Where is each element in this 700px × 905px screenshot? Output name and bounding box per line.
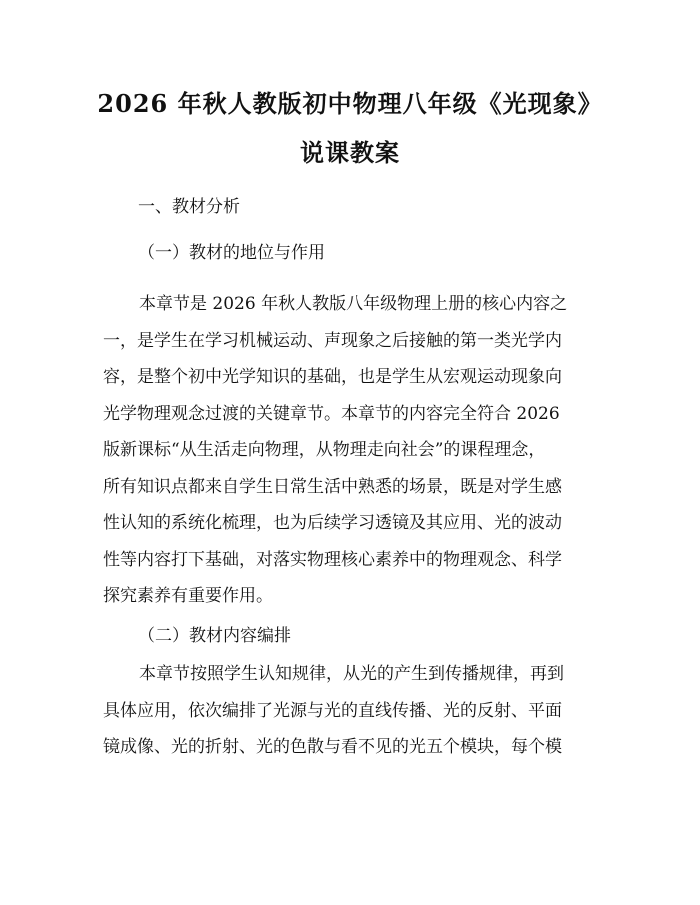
section-heading-textbook-analysis: 一、教材分析 (138, 197, 240, 217)
paragraph-status-and-role (103, 286, 599, 615)
document-title-line-1: 2026 年秋人教版初中物理八年级《光现象》 (97, 89, 603, 118)
paragraph-line: 本章节按照学生认知规律，从光的产生到传播规律，再到 (139, 664, 564, 684)
paragraph-line: 探究素养有重要作用。 (103, 586, 273, 606)
paragraph-line: 性认知的系统化梳理，也为后续学习透镜及其应用、光的波动 (103, 513, 562, 533)
paragraph-line: 镜成像、光的折射、光的色散与看不见的光五个模块，每个模 (103, 737, 562, 757)
paragraph-line: 所有知识点都来自学生日常生活中熟悉的场景，既是对学生感 (103, 476, 562, 497)
paragraph-line: 具体应用，依次编排了光源与光的直线传播、光的反射、平面 (103, 700, 562, 721)
subsection-heading-status-and-role: （一）教材的地位与作用 (138, 243, 325, 263)
paragraph-line: 性等内容打下基础，对落实物理核心素养中的物理观念、科学 (103, 549, 562, 570)
paragraph-line: 版新课标“从生活走向物理，从物理走向社会”的课程理念， (103, 440, 546, 460)
document-title-line-2: 说课教案 (300, 138, 400, 167)
paragraph-line: 一，是学生在学习机械运动、声现象之后接触的第一类光学内 (103, 330, 562, 351)
subsection-heading-content-arrangement: （二）教材内容编排 (138, 626, 291, 646)
paragraph-line: 本章节是 2026 年秋人教版八年级物理上册的核心内容之 (139, 294, 568, 314)
paragraph-line: 光学物理观念过渡的关键章节。本章节的内容完全符合 2026 (103, 403, 560, 424)
paragraph-line: 容，是整个初中光学知识的基础，也是学生从宏观运动现象向 (103, 367, 562, 387)
paragraph-content-arrangement (103, 656, 599, 766)
